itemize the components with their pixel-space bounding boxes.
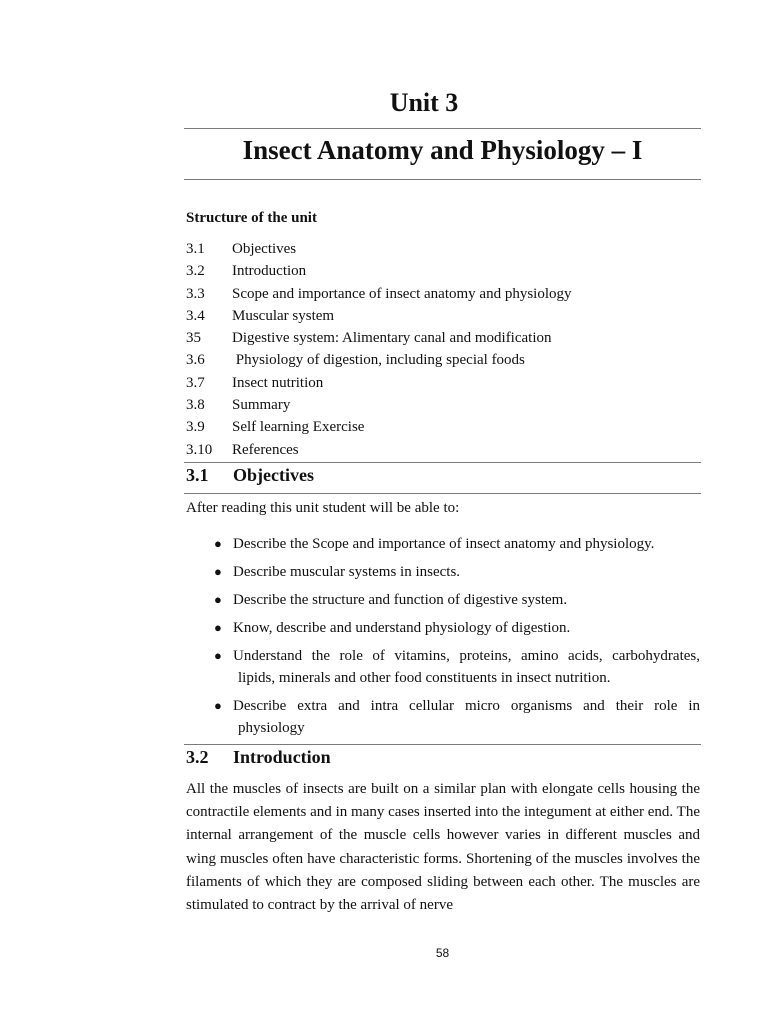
bullet-icon: ●: [214, 698, 222, 713]
toc-item: [186, 260, 572, 282]
list-item-text: Describe the structure and function of digestive system.: [233, 592, 568, 608]
objectives-intro: After reading this unit student will be able to:: [186, 500, 460, 516]
toc-text: Muscular system: [232, 307, 335, 324]
bullet-icon: ●: [214, 592, 222, 607]
list-item-text: Know, describe and understand physiology of digestion.: [233, 620, 571, 636]
list-item-continuation: physiology: [238, 720, 305, 736]
toc-number: 3.9: [186, 419, 205, 436]
title-top-rule: [184, 128, 701, 129]
list-item: [214, 533, 700, 555]
section-title: Introduction: [233, 747, 331, 767]
toc-number: 35: [186, 330, 201, 347]
toc-number: 3.1: [186, 241, 205, 257]
toc-text: Summary: [232, 397, 291, 414]
toc-number: 3.2: [186, 263, 205, 280]
list-item: [214, 695, 700, 739]
introduction-heading: [186, 747, 331, 768]
toc-text: Self learning Exercise: [232, 419, 365, 436]
toc-text: Objectives: [232, 241, 297, 257]
objectives-list: [214, 533, 700, 745]
toc-number: 3.4: [186, 307, 205, 324]
objectives-bottom-rule: [184, 493, 701, 494]
list-item-text: Describe muscular systems in insects.: [233, 564, 461, 580]
list-item: [214, 589, 700, 611]
toc-item: [186, 327, 572, 349]
toc-number: 3.3: [186, 285, 205, 302]
table-of-contents: [186, 238, 572, 461]
unit-label: Unit 3: [389, 88, 459, 117]
toc-item: [186, 305, 572, 327]
toc-item: [186, 349, 572, 371]
toc-number: 3.10: [186, 441, 213, 458]
bullet-icon: ●: [214, 536, 222, 551]
toc-text: References: [232, 441, 299, 458]
toc-number: 3.7: [186, 374, 205, 391]
toc-text: Digestive system: Alimentary canal and modification: [232, 330, 552, 347]
toc-number: 3.8: [186, 397, 205, 414]
introduction-top-rule: [184, 744, 701, 745]
toc-item: [186, 238, 572, 260]
toc-item: [186, 416, 572, 438]
toc-text: Introduction: [232, 263, 307, 280]
introduction-paragraph: All the muscles of insects are built on a similar plan with elongate cells housing the contractile elements and in many cases inserted into the integument at either end. The internal arrangement of the muscle cells however varies in different muscles and wing muscles often have characteristic forms. Shortening of the muscles involves the filaments of which they are composed sliding between each other. The muscles are stimulated to contract by the arrival of nerve: [186, 781, 700, 914]
toc-item: [186, 283, 572, 305]
structure-heading: Structure of the unit: [186, 210, 317, 226]
list-item: [214, 561, 700, 583]
toc-item: [186, 394, 572, 416]
section-number: 3.2: [186, 747, 209, 767]
toc-number: 3.6: [186, 352, 205, 369]
toc-text: Physiology of digestion, including special foods: [232, 352, 525, 369]
list-item-text: Understand the role of vitamins, proteins, amino acids, carbohydrates,: [233, 648, 700, 664]
list-item: [214, 617, 700, 639]
bullet-icon: ●: [214, 620, 222, 635]
page-title: Insect Anatomy and Physiology – I: [242, 135, 643, 165]
bullet-icon: ●: [214, 564, 222, 579]
objectives-top-rule: [184, 462, 701, 463]
section-title: Objectives: [233, 465, 314, 485]
list-item-text: Describe extra and intra cellular micro organisms and their role in: [233, 698, 700, 714]
toc-text: Scope and importance of insect anatomy and physiology: [232, 285, 572, 302]
section-number: 3.1: [186, 465, 209, 485]
list-item: [214, 645, 700, 689]
toc-text: Insect nutrition: [232, 374, 324, 391]
list-item-continuation: lipids, minerals and other food constituents in insect nutrition.: [238, 670, 611, 686]
list-item-text: Describe the Scope and importance of insect anatomy and physiology.: [233, 536, 655, 552]
toc-item: [186, 372, 572, 394]
page-number: 58: [435, 946, 450, 960]
objectives-heading: [186, 465, 314, 486]
toc-item: [186, 439, 572, 461]
title-bottom-rule: [184, 179, 701, 180]
bullet-icon: ●: [214, 648, 222, 663]
